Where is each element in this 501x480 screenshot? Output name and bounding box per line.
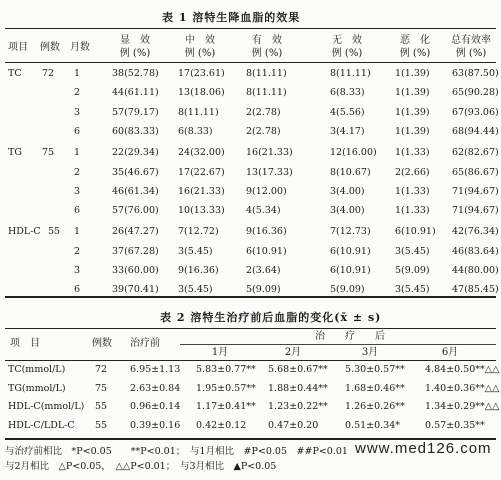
table1-group-cases: 75 <box>42 147 55 159</box>
table2-header-rule <box>5 360 496 361</box>
table1-cell-significant: 37(67.28) <box>112 245 159 257</box>
table2-footnote-1: 与治疗前相比 *P<0.05 **P<0.01； 与1月相比 #P<0.05 ##P<0.01 <box>5 446 348 457</box>
table1-cell-ineffective: 8(10.67) <box>330 166 371 178</box>
t1-head-eff-1: 有 效 <box>252 35 282 46</box>
table1-cell-significant: 60(83.33) <box>112 125 159 137</box>
table1-cell-month: 6 <box>74 284 81 296</box>
table2-cell-month3: 0.51±0.34* <box>345 419 401 431</box>
table1-cell-moderate: 10(13.33) <box>178 205 225 217</box>
table1-cell-month: 2 <box>74 245 81 257</box>
table1-cell-month: 1 <box>74 147 81 159</box>
table1-cell-total: 65(86.67) <box>452 166 499 178</box>
table1-cell-worse: 1(1.33) <box>395 205 430 217</box>
table1-cell-effective: 8(11.11) <box>246 68 287 79</box>
t2-head-m1: 1月 <box>211 347 229 358</box>
watermark-text: www.med126.com <box>355 440 492 457</box>
table1-top-rule <box>5 28 496 29</box>
table1-cell-month: 6 <box>74 205 81 217</box>
table1-cell-ineffective: 3(4.00) <box>330 185 365 197</box>
table1-cell-worse: 1(1.39) <box>395 68 430 79</box>
table1-cell-worse: 3(5.45) <box>395 284 430 296</box>
table1-cell-moderate: 24(32.00) <box>178 147 225 159</box>
table2-cell-month2: 5.68±0.67** <box>268 364 328 375</box>
table2-cell-cases: 72 <box>95 364 108 375</box>
table1-cell-total: 62(82.67) <box>452 147 499 159</box>
table1-cell-worse: 2(2.66) <box>395 166 430 178</box>
table2-cell-cases: 75 <box>95 382 108 394</box>
table2-cell-month2: 1.23±0.22** <box>268 401 328 412</box>
table1-cell-moderate: 8(11.11) <box>178 106 219 118</box>
t1-head-none-2: 例 (%) <box>331 48 363 59</box>
table1-cell-significant: 46(61.34) <box>112 185 159 197</box>
table1-cell-significant: 26(47.27) <box>112 226 159 238</box>
table1-cell-worse: 1(1.33) <box>395 185 430 197</box>
table2-cell-month6: 0.57±0.35** <box>425 419 485 431</box>
table1-cell-moderate: 7(12.72) <box>178 226 219 238</box>
t2-head-m6: 6月 <box>441 347 459 358</box>
table1-group-cases: 55 <box>48 226 61 238</box>
table1-cell-month: 2 <box>74 166 81 178</box>
table1-cell-worse: 6(10.91) <box>395 226 436 238</box>
table2-cell-item: HDL-C/LDL-C <box>8 419 75 431</box>
table1-cell-moderate: 3(5.45) <box>178 284 213 296</box>
table2-cell-before: 0.39±0.16 <box>130 419 181 431</box>
table2-cell-month2: 0.47±0.20 <box>268 419 319 431</box>
table1-cell-significant: 44(61.11) <box>112 87 159 99</box>
table1-cell-total: 46(83.64) <box>452 245 499 257</box>
table1-cell-total: 63(87.50) <box>452 68 499 79</box>
table1-group-item: HDL-C <box>8 226 41 238</box>
table1-cell-significant: 57(79.17) <box>112 106 159 118</box>
table1-cell-ineffective: 7(12.73) <box>330 226 371 238</box>
table1-cell-ineffective: 4(5.56) <box>330 106 365 118</box>
table1-cell-significant: 35(46.67) <box>112 166 159 178</box>
t2-head-m2: 2月 <box>284 347 302 358</box>
t1-head-sig-2: 例 (%) <box>119 48 151 59</box>
table2-cell-item: TC(mmol/L) <box>8 364 66 375</box>
table1-cell-significant: 57(76.00) <box>112 205 159 217</box>
t1-head-month: 月数 <box>70 42 90 53</box>
table2-cell-before: 6.95±1.13 <box>130 364 181 375</box>
table1-cell-effective: 9(12.00) <box>246 185 287 197</box>
table1-cell-worse: 1(1.39) <box>395 106 430 118</box>
t1-head-total-1: 总有效率 <box>451 35 491 46</box>
t2-head-after: 治 疗 后 <box>315 331 385 342</box>
table1-cell-worse: 3(5.45) <box>395 245 430 257</box>
table1-cell-ineffective: 5(9.09) <box>330 284 365 296</box>
table1-cell-effective: 2(2.78) <box>246 125 281 137</box>
table1-cell-total: 71(94.67) <box>452 205 499 217</box>
table2-caption: 表 2 溶特生治疗前后血脂的变化(x̄ ± s) <box>160 311 382 324</box>
table2-cell-month6: 1.40±0.36**△△ <box>425 382 500 394</box>
table1-cell-moderate: 3(5.45) <box>178 245 213 257</box>
table1-cell-moderate: 9(16.36) <box>178 265 219 276</box>
table1-cell-effective: 16(21.33) <box>246 147 293 159</box>
table2-cell-month3: 5.30±0.57** <box>345 364 405 375</box>
t1-head-worse-1: 恶 化 <box>400 35 430 46</box>
t2-head-m3: 3月 <box>361 347 379 358</box>
table1-cell-total: 47(85.45) <box>452 284 499 296</box>
t1-head-mod-1: 中 效 <box>185 35 215 46</box>
table1-cell-significant: 33(60.00) <box>112 265 159 276</box>
table1-cell-effective: 2(3.64) <box>246 265 281 276</box>
table2-cell-month3: 1.26±0.26** <box>345 401 405 412</box>
table1-cell-ineffective: 3(4.00) <box>330 205 365 217</box>
table1-cell-worse: 1(1.39) <box>395 87 430 99</box>
table2-cell-item: TG(mmol/L) <box>8 382 66 394</box>
table1-cell-effective: 4(5.34) <box>246 205 281 217</box>
t1-head-mod-2: 例 (%) <box>184 48 216 59</box>
table1-header-rule <box>5 62 496 63</box>
table1-group-cases: 72 <box>42 68 55 79</box>
table1-cell-ineffective: 6(8.33) <box>330 87 365 99</box>
table1-cell-total: 71(94.67) <box>452 185 499 197</box>
table1-cell-month: 2 <box>74 87 81 99</box>
table1-caption: 表 1 溶特生降血脂的效果 <box>162 11 301 24</box>
table1-cell-moderate: 17(22.67) <box>178 166 225 178</box>
table1-cell-effective: 13(17.33) <box>246 166 293 178</box>
table1-cell-month: 1 <box>74 226 81 238</box>
table2-cell-before: 2.63±0.84 <box>130 382 181 394</box>
table1-cell-total: 65(90.28) <box>452 87 499 99</box>
table2-footnote-2: 与2月相比 △P<0.05， △△P<0.01； 与3月相比 ▲P<0.05 <box>5 461 277 472</box>
table1-cell-month: 6 <box>74 125 81 137</box>
table1-cell-ineffective: 6(10.91) <box>330 245 371 257</box>
table2-cell-month6: 1.34±0.29**△△ <box>425 401 500 412</box>
table2-cell-before: 0.96±0.14 <box>130 401 181 412</box>
table1-cell-total: 68(94.44) <box>452 125 499 137</box>
table1-cell-effective: 9(16.36) <box>246 226 287 238</box>
table2-cell-month1: 1.95±0.57** <box>196 382 256 394</box>
table1-cell-month: 3 <box>74 185 81 197</box>
table2-cell-cases: 55 <box>95 401 108 412</box>
table1-cell-moderate: 6(8.33) <box>178 125 213 137</box>
table2-cell-cases: 55 <box>95 419 108 431</box>
table1-cell-month: 3 <box>74 106 81 118</box>
t1-head-total-2: 例 (%) <box>455 48 487 59</box>
table2-cell-month1: 1.17±0.41** <box>196 401 256 412</box>
table2-top-rule <box>5 328 496 329</box>
t1-head-worse-2: 例 (%) <box>399 48 431 59</box>
table2-cell-item: HDL-C(mmol/L) <box>8 401 85 412</box>
table1-cell-moderate: 16(21.33) <box>178 185 225 197</box>
table2-cell-month1: 5.83±0.77** <box>196 364 256 375</box>
t1-head-item: 项目 <box>8 42 28 53</box>
table2-cell-month1: 0.42±0.12 <box>196 419 247 431</box>
table1-cell-significant: 39(70.41) <box>112 284 159 296</box>
table1-cell-ineffective: 8(11.11) <box>330 68 371 79</box>
table1-cell-effective: 5(9.09) <box>246 284 281 296</box>
table1-cell-moderate: 17(23.61) <box>178 68 225 79</box>
table1-cell-month: 3 <box>74 265 81 276</box>
table1-cell-worse: 1(1.39) <box>395 125 430 137</box>
table2-cell-month3: 1.68±0.46** <box>345 382 405 394</box>
table1-cell-ineffective: 12(16.00) <box>330 147 377 159</box>
table1-cell-significant: 38(52.78) <box>112 68 159 79</box>
table1-cell-ineffective: 6(10.91) <box>330 265 371 276</box>
t1-head-sig-1: 显 效 <box>120 35 150 46</box>
t2-after-rule <box>180 344 496 345</box>
table1-cell-total: 42(76.34) <box>452 226 499 238</box>
table1-cell-total: 44(80.00) <box>452 265 499 276</box>
table1-cell-effective: 2(2.78) <box>246 106 281 118</box>
table1-cell-effective: 6(10.91) <box>246 245 287 257</box>
t1-head-cases: 例数 <box>40 42 60 53</box>
table1-cell-month: 1 <box>74 68 81 79</box>
table1-cell-worse: 1(1.33) <box>395 147 430 159</box>
table1-cell-moderate: 13(18.06) <box>178 87 225 99</box>
t2-head-before: 治疗前 <box>130 338 160 349</box>
table2-cell-month2: 1.88±0.44** <box>268 382 328 394</box>
table1-cell-total: 67(93.06) <box>452 106 499 118</box>
table1-group-item: TG <box>8 147 22 159</box>
table1-cell-effective: 8(11.11) <box>246 87 287 99</box>
table1-cell-worse: 5(9.09) <box>395 265 430 276</box>
table1-group-item: TC <box>8 68 22 79</box>
t2-head-cases: 例数 <box>92 338 112 349</box>
t1-head-eff-2: 例 (%) <box>251 48 283 59</box>
table1-bottom-rule <box>5 296 496 298</box>
table1-cell-ineffective: 3(4.17) <box>330 125 365 137</box>
table1-cell-significant: 22(29.34) <box>112 147 159 159</box>
t2-head-item: 项 目 <box>10 338 40 349</box>
table2-cell-month6: 4.84±0.50**△△ <box>425 364 500 375</box>
t1-head-none-1: 无 效 <box>332 35 362 46</box>
